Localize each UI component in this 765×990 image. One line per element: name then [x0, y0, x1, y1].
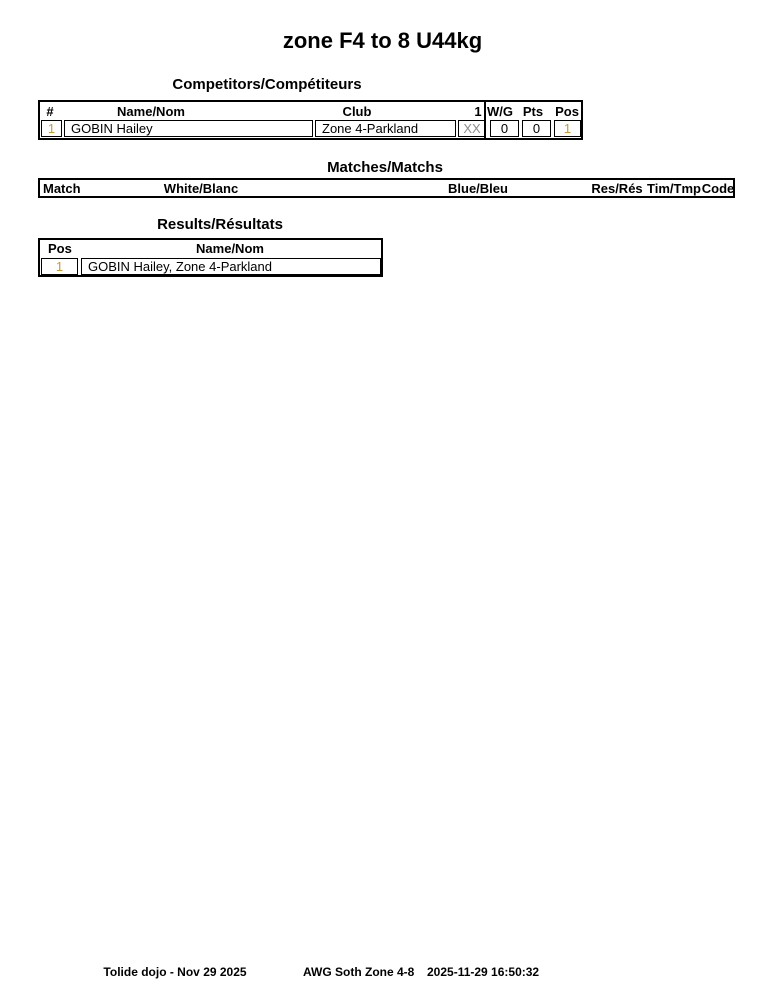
competitors-header-num: #	[46, 104, 54, 119]
result-pos-cell: 1	[41, 258, 78, 275]
result-name-cell: GOBIN Hailey, Zone 4-Parkland	[81, 258, 381, 275]
competitor-pts-cell: 0	[522, 120, 551, 137]
competitor-match1-cell: XX	[458, 120, 486, 137]
matches-header-blue: Blue/Bleu	[448, 181, 508, 196]
competitors-header-match1: 1	[474, 104, 482, 119]
competitors-header-name: Name/Nom	[117, 104, 185, 119]
competitor-wg-cell: 0	[490, 120, 519, 137]
competitors-header-wg: W/G	[487, 104, 513, 119]
matches-table	[38, 178, 735, 198]
competitors-header-pos: Pos	[555, 104, 579, 119]
matches-header-white: White/Blanc	[163, 181, 239, 196]
competitor-number-cell: 1	[41, 120, 62, 137]
results-header-name: Name/Nom	[196, 241, 264, 256]
competitor-name-cell: GOBIN Hailey	[64, 120, 313, 137]
competitor-club-cell: Zone 4-Parkland	[315, 120, 456, 137]
competitors-header-pts: Pts	[522, 104, 544, 119]
competitors-heading: Competitors/Compétiteurs	[172, 76, 362, 93]
footer-print-datetime: 2025-11-29 16:50:32	[427, 965, 540, 979]
competitor-pos-cell: 1	[554, 120, 581, 137]
matches-heading: Matches/Matchs	[327, 159, 443, 176]
footer-venue-date: Tolide dojo - Nov 29 2025	[103, 965, 247, 979]
matches-header-res: Res/Rés	[591, 181, 643, 196]
results-table	[38, 238, 383, 277]
competitors-header-club: Club	[342, 104, 372, 119]
results-heading: Results/Résultats	[157, 216, 283, 233]
footer-event-name: AWG Soth Zone 4-8	[303, 965, 415, 979]
matches-header-match: Match	[43, 181, 81, 196]
competitors-table	[38, 100, 583, 140]
results-header-pos: Pos	[48, 241, 72, 256]
matches-header-code: Code	[701, 181, 735, 196]
matches-header-tim: Tim/Tmp	[647, 181, 701, 196]
page-title: zone F4 to 8 U44kg	[282, 28, 483, 53]
